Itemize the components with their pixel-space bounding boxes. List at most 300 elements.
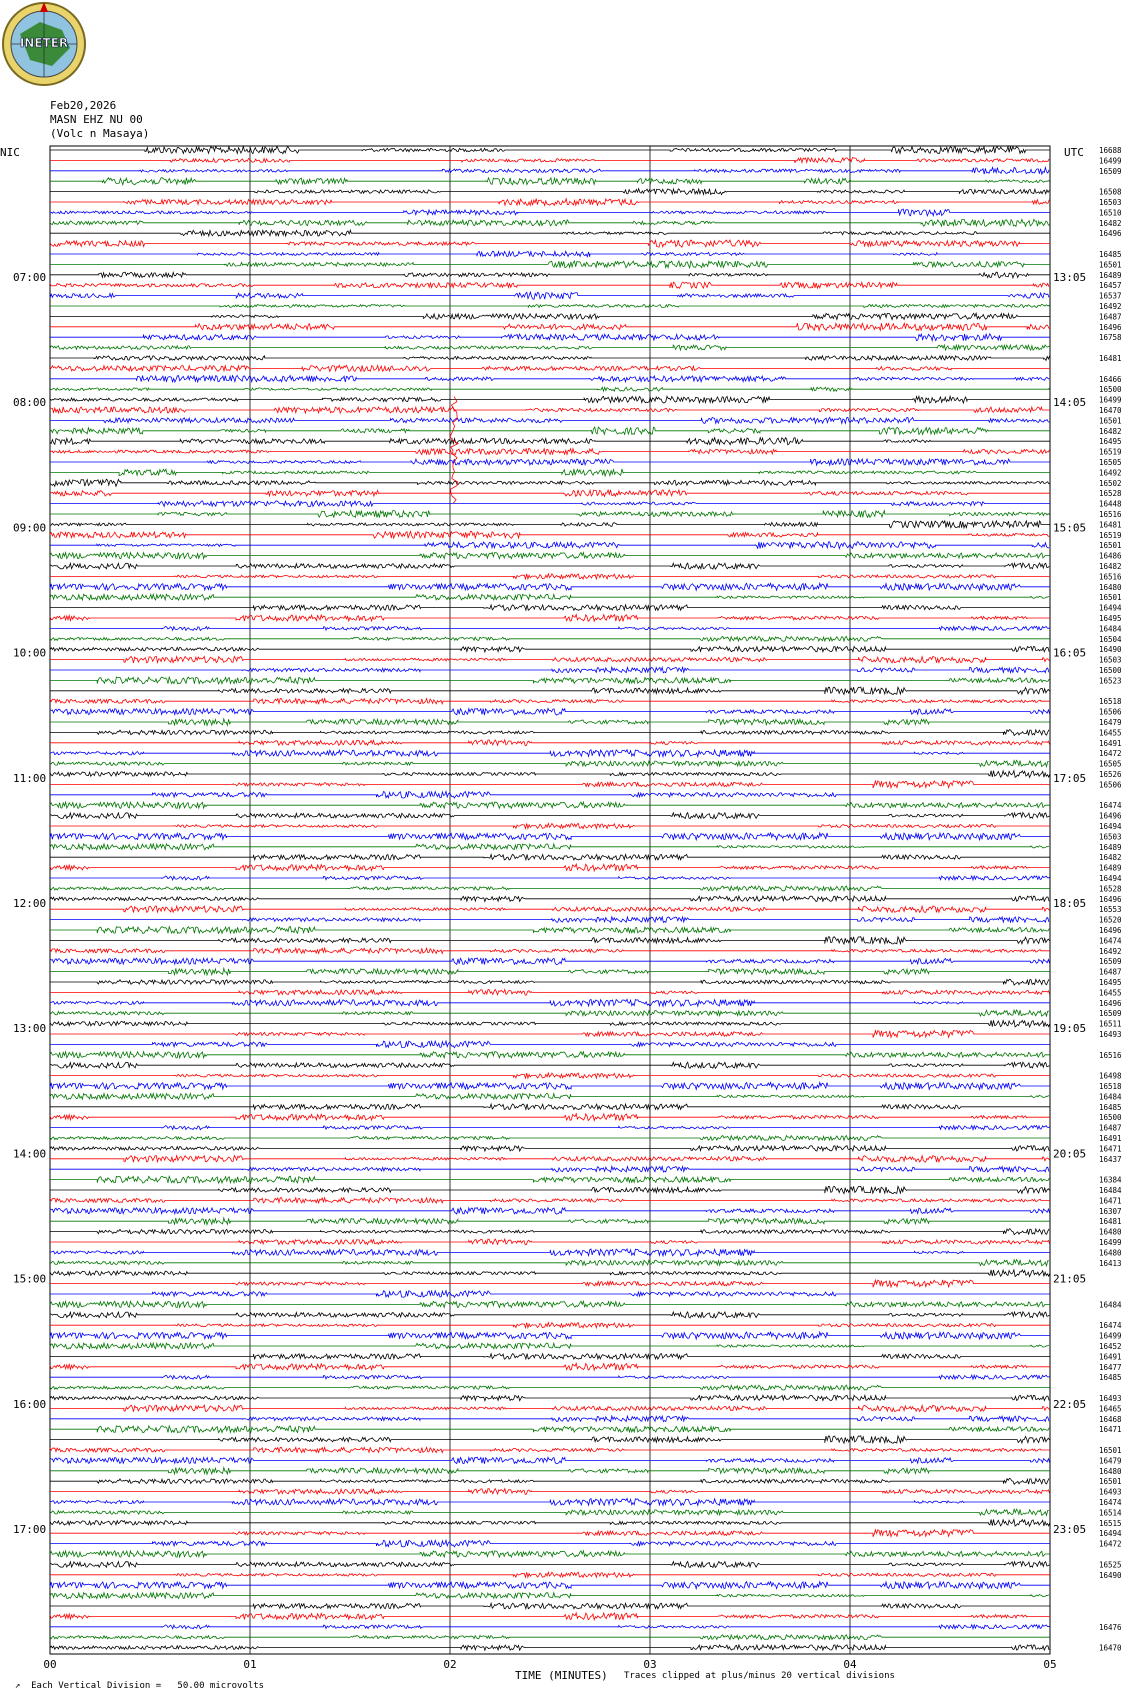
- row-value-label: 16511: [1099, 1019, 1122, 1029]
- date-label: Feb20,2026: [50, 99, 117, 112]
- row-value-label: 16509: [1099, 957, 1122, 967]
- trace-line: [50, 1239, 1050, 1245]
- row-value-label: 16484: [1099, 1092, 1122, 1102]
- trace-line: [50, 876, 1050, 880]
- trace-line: [50, 656, 1050, 663]
- trace-line: [50, 1363, 1050, 1370]
- left-time-label: 08:00: [13, 396, 47, 410]
- row-value-label: 16492: [1099, 946, 1122, 956]
- trace-line: [50, 292, 1049, 299]
- trace-line: [50, 937, 1050, 944]
- trace-line: [50, 1270, 1050, 1277]
- row-value-label: 16491: [1099, 1352, 1122, 1362]
- trace-line: [50, 1478, 1049, 1484]
- row-value-label: 16496: [1099, 229, 1122, 239]
- trace-line: [50, 427, 1050, 434]
- row-value-label: 16485: [1099, 1102, 1122, 1112]
- trace-line: [50, 1280, 1050, 1287]
- row-value-label: 16489: [1099, 842, 1122, 852]
- row-value-label: 16496: [1099, 894, 1122, 904]
- row-value-label: 16472: [1099, 1539, 1122, 1549]
- row-value-label: 16480: [1099, 1227, 1122, 1237]
- trace-line: [50, 469, 1050, 476]
- row-value-label: 16501: [1099, 416, 1122, 426]
- row-value-label: 16307: [1099, 1206, 1122, 1216]
- row-value-label: 16490: [1099, 1570, 1122, 1580]
- row-value-label: 16481: [1099, 1217, 1122, 1227]
- left-time-label: 16:00: [13, 1397, 47, 1411]
- row-value-label: 16499: [1099, 395, 1122, 405]
- row-value-label: 16515: [1099, 1518, 1122, 1528]
- row-value-label: 16470: [1099, 1643, 1122, 1653]
- row-value-label: 16482: [1099, 562, 1122, 571]
- row-value-label: 16487: [1099, 1123, 1122, 1133]
- row-value-label: 16503: [1099, 655, 1122, 665]
- row-value-label: 16457: [1099, 281, 1122, 291]
- trace-line: [50, 1613, 1050, 1620]
- trace-line: [50, 1395, 1049, 1400]
- trace-line: [50, 511, 1049, 518]
- trace-line: [50, 189, 1049, 195]
- row-value-label: 16503: [1099, 832, 1122, 842]
- left-time-label: 11:00: [13, 771, 47, 785]
- trace-line: [50, 833, 1050, 840]
- trace-line: [50, 647, 1049, 652]
- trace-line: [50, 531, 1049, 538]
- trace-line: [50, 1635, 1050, 1640]
- row-value-label: 16508: [1099, 187, 1122, 197]
- row-value-label: 16474: [1099, 1498, 1122, 1507]
- trace-line: [50, 1489, 1050, 1495]
- trace-line: [50, 626, 1050, 630]
- scale-icon: ↗: [14, 1681, 21, 1691]
- row-value-label: 16492: [1099, 302, 1122, 311]
- trace-line: [50, 387, 1049, 391]
- x-axis-title: TIME (MINUTES): [515, 1669, 608, 1682]
- trace-line: [50, 781, 1050, 788]
- trace-line: [50, 542, 1049, 549]
- trace-line: [50, 1176, 1049, 1183]
- trace-line: [50, 730, 1049, 736]
- row-value-label: 16482: [1099, 853, 1122, 863]
- row-value-label: 16494: [1099, 1529, 1122, 1539]
- row-value-label: 16495: [1099, 978, 1122, 987]
- trace-line: [50, 304, 1050, 307]
- trace-line: [50, 1375, 1050, 1379]
- row-value-label: 16476: [1099, 1622, 1122, 1632]
- row-value-label: 16471: [1099, 1144, 1122, 1154]
- trace-line: [50, 553, 1050, 559]
- row-value-label: 16758: [1099, 333, 1122, 343]
- left-time-label: 17:00: [13, 1523, 47, 1536]
- left-time-label: 15:00: [13, 1272, 47, 1286]
- row-value-label: 16525: [1099, 1560, 1122, 1570]
- left-time-label: 12:00: [13, 897, 47, 910]
- site-label: (Volc n Masaya): [50, 127, 150, 140]
- row-value-label: 16501: [1099, 260, 1122, 270]
- trace-line: [50, 230, 1050, 236]
- trace-line: [50, 1104, 1050, 1110]
- row-value-label: 16506: [1099, 780, 1122, 790]
- trace-line: [50, 968, 1050, 975]
- trace-line: [50, 1052, 1050, 1058]
- trace-line: [50, 896, 1049, 901]
- row-value-label: 16480: [1099, 582, 1122, 592]
- right-axis-label: UTC: [1064, 146, 1084, 159]
- row-value-label: 16516: [1099, 510, 1122, 519]
- right-time-label: 14:05: [1053, 396, 1087, 410]
- left-time-label: 14:00: [13, 1147, 47, 1161]
- trace-line: [50, 844, 1049, 850]
- row-value-label: 16496: [1099, 322, 1122, 332]
- trace-line: [50, 605, 1050, 611]
- trace-line: [50, 365, 1050, 371]
- row-value-label: 16468: [1099, 1414, 1122, 1424]
- x-tick-label: 00: [43, 1658, 57, 1671]
- row-value-label: 16484: [1099, 624, 1122, 634]
- row-value-label: 16496: [1099, 926, 1122, 935]
- trace-line: [50, 719, 1050, 726]
- trace-line: [50, 979, 1049, 985]
- row-value-label: 16466: [1099, 374, 1122, 384]
- trace-line: [50, 459, 1050, 465]
- row-value-label: 16502: [1099, 478, 1122, 488]
- row-value-label: 16490: [1099, 645, 1122, 655]
- row-value-label: 16537: [1099, 291, 1122, 301]
- row-value-label: 16470: [1099, 406, 1122, 415]
- trace-line: [50, 1603, 1050, 1609]
- trace-line: [50, 1561, 1049, 1567]
- trace-line: [50, 583, 1050, 590]
- row-value-label: 16528: [1099, 884, 1122, 894]
- trace-line: [50, 417, 1050, 423]
- trace-line: [50, 1312, 1049, 1318]
- trace-line: [50, 864, 1050, 871]
- row-value-label: 16505: [1099, 458, 1122, 467]
- trace-line: [50, 699, 1050, 704]
- trace-line: [50, 1208, 1050, 1215]
- trace-line: [50, 1499, 1050, 1506]
- trace-line: [50, 594, 1049, 600]
- trace-line: [50, 376, 1049, 383]
- row-value-label: 16472: [1099, 749, 1122, 759]
- row-value-label: 16485: [1099, 1373, 1122, 1383]
- row-value-label: 16455: [1099, 988, 1122, 998]
- row-value-label: 16510: [1099, 208, 1122, 218]
- trace-line: [50, 615, 1050, 622]
- trace-line: [50, 927, 1049, 934]
- row-value-label: 16514: [1099, 1508, 1122, 1518]
- trace-line: [50, 1198, 1050, 1203]
- trace-line: [50, 272, 1050, 278]
- row-value-label: 16519: [1099, 447, 1122, 457]
- row-value-label: 16520: [1099, 915, 1122, 925]
- row-value-label: 16494: [1099, 874, 1122, 883]
- trace-line: [50, 1426, 1049, 1433]
- row-value-label: 16494: [1099, 822, 1122, 831]
- trace-line: [50, 1186, 1050, 1193]
- row-value-label: 16501: [1099, 593, 1122, 603]
- clip-note: Traces clipped at plus/minus 20 vertical divisions: [624, 1671, 895, 1681]
- row-value-label: 16480: [1099, 1248, 1122, 1258]
- row-value-label: 16452: [1099, 1342, 1122, 1351]
- row-value-label: 16499: [1099, 156, 1122, 166]
- right-time-label: 21:05: [1053, 1272, 1087, 1286]
- trace-line: [50, 1468, 1050, 1475]
- row-value-label: 16448: [1099, 499, 1122, 509]
- left-time-label: 10:00: [13, 646, 47, 660]
- trace-line: [50, 146, 1050, 153]
- trace-line: [50, 1530, 1050, 1537]
- trace-line: [50, 1166, 1049, 1172]
- trace-line: [50, 1625, 1050, 1629]
- trace-line: [50, 219, 1050, 226]
- row-value-label: 16518: [1099, 697, 1122, 707]
- trace-line: [50, 1291, 1050, 1298]
- trace-line: [50, 1582, 1050, 1589]
- trace-line: [50, 677, 1049, 684]
- trace-line: [50, 1094, 1049, 1100]
- row-value-label: 16487: [1099, 967, 1122, 977]
- trace-line: [50, 1520, 1050, 1527]
- row-value-label: 16489: [1099, 270, 1122, 280]
- trace-line: [50, 667, 1049, 673]
- row-value-label: 16474: [1099, 801, 1122, 811]
- x-tick-label: 03: [643, 1658, 657, 1671]
- row-value-label: 16494: [1099, 603, 1122, 613]
- row-value-label: 16493: [1099, 1030, 1122, 1039]
- row-value-label: 16465: [1099, 1404, 1122, 1414]
- trace-line: [50, 407, 1050, 413]
- trace-line: [50, 1136, 1050, 1141]
- row-value-label: 16493: [1099, 1394, 1122, 1403]
- trace-line: [50, 1010, 1049, 1016]
- row-value-label: 16477: [1099, 1362, 1122, 1372]
- row-value-label: 16506: [1099, 707, 1122, 717]
- left-time-label: 09:00: [13, 521, 47, 535]
- row-value-label: 16528: [1099, 489, 1122, 499]
- trace-line: [50, 1041, 1050, 1048]
- trace-line: [50, 1301, 1050, 1307]
- trace-line: [50, 334, 1050, 341]
- trace-line: [50, 1083, 1050, 1090]
- trace-line: [50, 396, 1050, 403]
- trace-line: [50, 948, 1050, 953]
- trace-line: [50, 449, 1050, 455]
- row-value-label: 16500: [1099, 385, 1122, 395]
- row-value-label: 16455: [1099, 728, 1122, 738]
- trace-line: [50, 854, 1050, 860]
- trace-line: [50, 999, 1050, 1006]
- trace-line: [50, 1354, 1050, 1360]
- scale-note: [4, 1671, 264, 1691]
- row-value-label: 16489: [1099, 863, 1122, 873]
- row-value-label: 16523: [1099, 676, 1122, 686]
- trace-line: [50, 906, 1050, 913]
- row-value-label: 16471: [1099, 1425, 1122, 1435]
- row-value-label: 16509: [1099, 166, 1122, 176]
- row-value-label: 16505: [1099, 759, 1122, 769]
- row-value-label: 16482: [1099, 218, 1122, 228]
- row-value-label: 16480: [1099, 1466, 1122, 1476]
- trace-line: [50, 990, 1050, 996]
- trace-line: [50, 1156, 1050, 1163]
- x-tick-label: 02: [443, 1658, 457, 1671]
- scale-text: Each Vertical Division = 50.00 microvolts: [31, 1681, 265, 1691]
- trace-line: [50, 1126, 1050, 1130]
- row-value-label: 16500: [1099, 1113, 1122, 1123]
- trace-line: [50, 501, 1050, 507]
- trace-line: [50, 356, 1050, 361]
- trace-line: [50, 636, 1050, 641]
- trace-line: [50, 1114, 1050, 1121]
- left-axis-label: NIC: [0, 146, 20, 159]
- row-value-label: 16501: [1099, 1477, 1122, 1487]
- trace-line: [50, 1540, 1050, 1547]
- trace-line: [50, 760, 1049, 766]
- trace-line: [50, 240, 1050, 247]
- trace-line: [50, 521, 1050, 528]
- trace-line: [50, 323, 1050, 330]
- trace-line: [50, 1572, 1050, 1577]
- row-value-label: 16519: [1099, 530, 1122, 540]
- trace-line: [50, 1073, 1050, 1078]
- logo-text: INETER: [19, 36, 69, 50]
- trace-line: [50, 708, 1050, 715]
- trace-line: [50, 1323, 1050, 1328]
- row-value-label: 16516: [1099, 1050, 1122, 1060]
- row-value-label: 16482: [1099, 426, 1122, 436]
- row-value-label: 16499: [1099, 1331, 1122, 1341]
- right-time-label: 13:05: [1053, 271, 1087, 284]
- trace-line: [50, 1249, 1050, 1256]
- trace-line: [50, 1509, 1049, 1515]
- row-value-label: 16384: [1099, 1175, 1122, 1185]
- row-value-label: 16486: [1099, 551, 1122, 561]
- trace-line: [50, 158, 1049, 163]
- row-value-label: 16526: [1099, 770, 1122, 779]
- row-value-label: 16518: [1099, 1082, 1122, 1091]
- trace-line: [50, 687, 1050, 694]
- trace-line: [50, 313, 1050, 319]
- row-value-label: 16487: [1099, 312, 1122, 322]
- trace-line: [50, 1457, 1050, 1464]
- trace-line: [50, 750, 1050, 757]
- trace-line: [50, 167, 1049, 174]
- trace-line: [50, 345, 1050, 350]
- row-value-label: 16501: [1099, 541, 1122, 551]
- row-value-label: 16503: [1099, 198, 1122, 207]
- trace-line: [50, 479, 1050, 486]
- trace-line: [50, 791, 1050, 798]
- right-time-label: 20:05: [1053, 1147, 1087, 1161]
- row-value-label: 16509: [1099, 1009, 1122, 1019]
- row-value-label: 16492: [1099, 468, 1122, 478]
- right-time-label: 18:05: [1053, 897, 1087, 910]
- row-value-label: 16481: [1099, 520, 1122, 530]
- right-time-label: 22:05: [1053, 1397, 1087, 1411]
- trace-line: [50, 771, 1050, 778]
- row-value-label: 16499: [1099, 1238, 1122, 1247]
- trace-line: [50, 1260, 1049, 1266]
- trace-line: [50, 1645, 1049, 1650]
- trace-line: [50, 917, 1049, 923]
- row-value-label: 16481: [1099, 354, 1122, 363]
- x-tick-label: 05: [1043, 1658, 1057, 1671]
- row-value-label: 16484: [1099, 1300, 1122, 1310]
- row-value-label: 16553: [1099, 905, 1122, 915]
- right-time-label: 15:05: [1053, 521, 1087, 535]
- trace-line: [50, 251, 1050, 256]
- trace-line: [50, 1020, 1050, 1027]
- trace-line: [50, 958, 1050, 965]
- row-value-label: 16498: [1099, 1071, 1122, 1081]
- trace-line: [50, 1229, 1049, 1235]
- station-label: MASN EHZ NU 00: [50, 113, 143, 126]
- row-value-label: 16501: [1099, 1446, 1122, 1455]
- trace-line: [50, 1447, 1050, 1452]
- row-value-label: 16479: [1099, 1456, 1122, 1466]
- trace-line: [50, 1030, 1050, 1037]
- trace-line: [50, 1062, 1049, 1068]
- trace-line: [50, 282, 1049, 288]
- trace-line: [50, 563, 1049, 569]
- row-value-label: 16495: [1099, 437, 1122, 447]
- x-tick-label: 04: [843, 1658, 857, 1671]
- row-value-label: 16496: [1099, 811, 1122, 821]
- trace-line: [50, 574, 1050, 579]
- row-value-label: 16500: [1099, 666, 1122, 675]
- x-tick-label: 01: [243, 1658, 257, 1671]
- row-value-label: 16474: [1099, 1321, 1122, 1331]
- row-value-label: 16474: [1099, 936, 1122, 946]
- row-value-label: 16485: [1099, 250, 1122, 259]
- trace-line: [50, 1436, 1050, 1443]
- row-value-label: 16479: [1099, 718, 1122, 727]
- trace-line: [50, 1218, 1050, 1225]
- right-time-label: 17:05: [1053, 771, 1087, 785]
- row-value-label: 16491: [1099, 738, 1122, 748]
- trace-line: [50, 1405, 1050, 1412]
- row-value-label: 16688: [1099, 146, 1122, 155]
- trace-line: [50, 261, 1050, 268]
- trace-line: [50, 1551, 1050, 1557]
- trace-line: [50, 209, 1050, 216]
- trace-line: [50, 1385, 1050, 1390]
- trace-line: [50, 1146, 1049, 1151]
- right-time-label: 16:05: [1053, 646, 1087, 660]
- row-value-label: 16471: [1099, 1196, 1122, 1206]
- trace-line: [50, 1332, 1050, 1339]
- trace-line: [50, 886, 1050, 891]
- trace-line: [50, 438, 1050, 445]
- trace-line: [50, 1593, 1049, 1599]
- row-value-label: 16413: [1099, 1258, 1122, 1268]
- trace-line: [50, 740, 1050, 746]
- plot-frame: [50, 146, 1050, 1654]
- trace-line: [50, 178, 1050, 185]
- row-value-label: 16493: [1099, 1487, 1122, 1497]
- row-value-label: 16495: [1099, 614, 1122, 623]
- right-time-label: 23:05: [1053, 1523, 1087, 1536]
- row-value-label: 16496: [1099, 998, 1122, 1008]
- right-time-label: 19:05: [1053, 1022, 1087, 1036]
- trace-line: [50, 1416, 1049, 1422]
- trace-line: [50, 802, 1050, 808]
- trace-line: [50, 823, 1050, 828]
- row-value-label: 16516: [1099, 572, 1122, 582]
- row-value-label: 16491: [1099, 1134, 1122, 1143]
